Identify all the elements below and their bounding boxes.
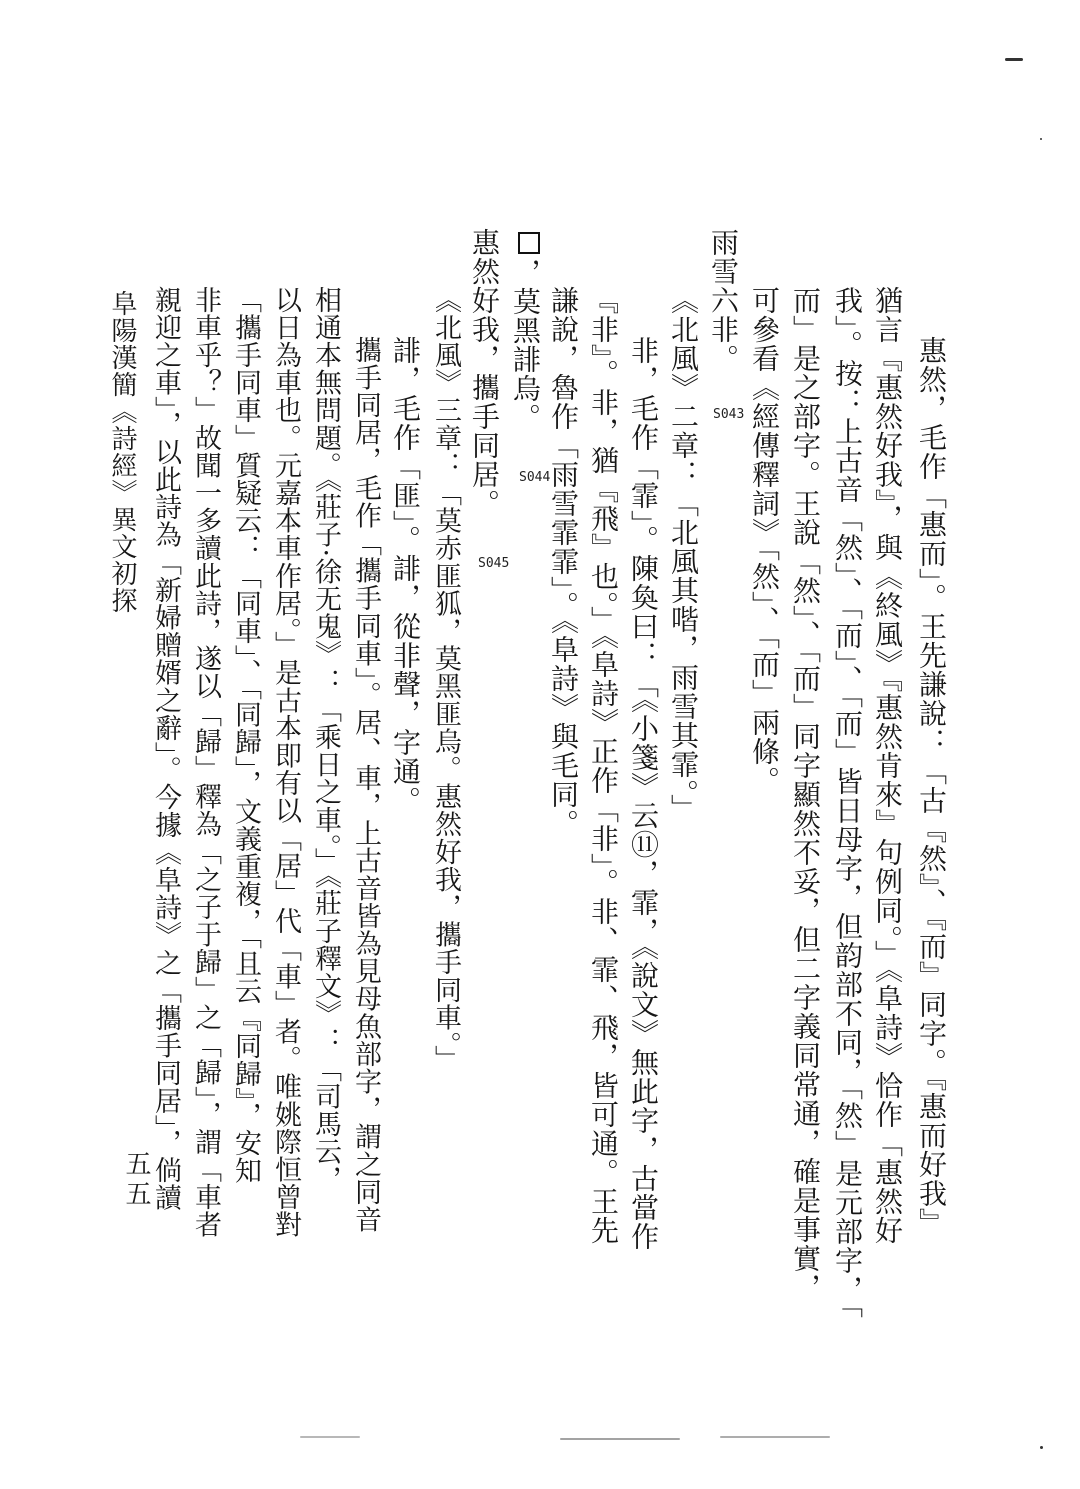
scan-artifact <box>720 1436 830 1438</box>
text-column-1: 惠然，毛作「惠而」。王先謙說：「古『然』、『而』同字。『惠而好我』 <box>915 336 948 1237</box>
text-column-9: 『非』。非，猶『飛』也。」《阜詩》正作「非」。非、霏、飛，皆可通。王先 <box>587 286 620 1245</box>
marker-s044: S044 <box>519 470 551 485</box>
text-column-15: 攜手同居，毛作「攜手同車」。居、車，上古音皆為見母魚部字，謂之同音 <box>350 336 381 1234</box>
scan-artifact <box>1040 1446 1043 1449</box>
text-column-19: 非車乎？」故聞一多讀此詩，遂以「歸」釋為「之子于歸」之「歸」，謂「車者 <box>190 286 221 1239</box>
text-column-4: 而」是之部字。王說「然」、「而」同字顯然不妥，但二字義同常通，確是事實， <box>789 286 822 1302</box>
text-column-5: 可參看《經傳釋詞》「然」、「而」兩條。 <box>748 286 781 795</box>
text-column-6: 雨雪六非。 <box>707 228 740 373</box>
missing-character-box <box>518 232 540 254</box>
text-column-13: 《北風》三章：「莫赤匪狐，莫黑匪烏。惠然好我，攜手同車。」 <box>430 286 461 1073</box>
scan-artifact <box>560 1438 680 1440</box>
running-header: 阜陽漢簡《詩經》異文初探 <box>107 290 137 614</box>
marker-s045: S045 <box>478 556 510 571</box>
marker-s043: S043 <box>713 407 745 422</box>
scan-artifact <box>1040 138 1042 140</box>
text-column-16: 相通本無問題。《莊子·徐无鬼》：「乘日之車。」《莊子釋文》：「司馬云， <box>310 286 341 1194</box>
text-column-20: 親迎之車」，以此詩為「新婦贈婿之辭」。今據《阜詩》之「攜手同居」，倘讀 <box>150 286 181 1212</box>
text-column-2: 猶言『惠然好我』，與《終風》『惠然肯來』句例同。」《阜詩》恰作「惠然好 <box>871 286 904 1245</box>
text-column-11: ，莫黑誹烏。 <box>509 258 542 432</box>
scan-artifact <box>300 1436 360 1438</box>
text-column-12: 惠然好我，攜手同居。 <box>468 228 501 518</box>
text-column-10: 謙說，魯作「雨雪霏霏」。《阜詩》與毛同。 <box>547 286 580 838</box>
page-number: 五五 <box>121 1150 151 1210</box>
text-column-3: 我」。按：上古音「然」、「而」、「而」皆日母字，但韵部不同，「然」是元部字，「 <box>831 286 864 1319</box>
text-column-17: 以日為車也。元嘉本車作居。」是古本即有以「居」代「車」者。唯姚際恒曾對 <box>270 286 301 1239</box>
text-column-8: 非，毛作「霏」。陳奐曰：「《小箋》云⑪，霏，《說文》無此字，古當作 <box>627 336 660 1251</box>
scan-artifact <box>1005 58 1023 61</box>
text-column-18: 「攜手同車」質疑云：「同車」、「同歸」，文義重複，「且云『同歸』，安知 <box>230 286 261 1185</box>
text-column-14: 誹，毛作「匪」。誹，從非聲，字通。 <box>389 336 422 815</box>
text-column-7: 《北風》二章：「北風其喈，雨雪其霏。」 <box>667 286 700 823</box>
